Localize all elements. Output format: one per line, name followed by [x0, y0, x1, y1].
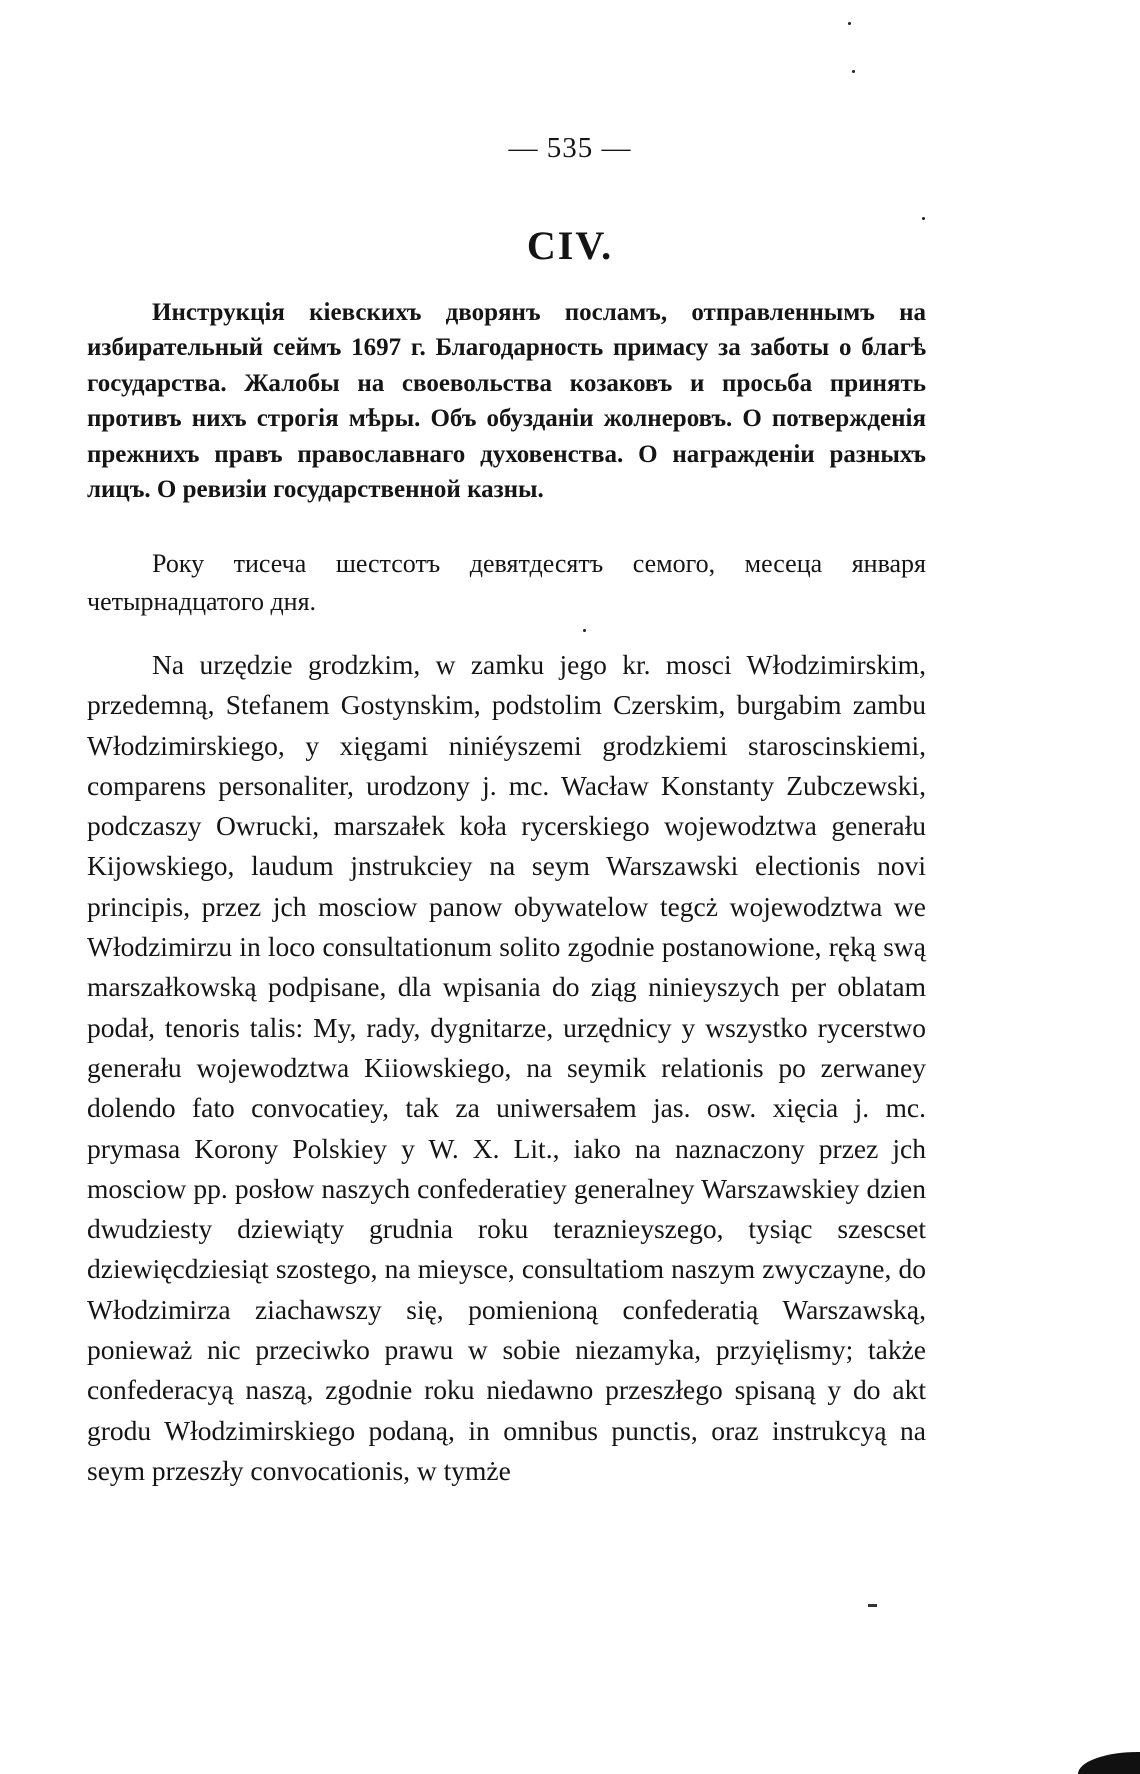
document-summary: Инструкція кіевскихъ дворянъ посламъ, отправленнымъ на избирательный сеймъ 1697 г. Благодарность примасу за заботы о благѣ государства. Жалобы на своевольства козаковъ и просьба принять противъ нихъ строгія мѣры. Объ обузданіи жолнеровъ. О потвержденія прежнихъ правъ православнаго духовенства. О награжденіи разныхъ лицъ. О ревизіи государственной казны. [87, 299, 926, 504]
scan-speck [852, 70, 855, 73]
page-number: — 535 — [508, 132, 632, 164]
scan-speck [848, 22, 851, 25]
scan-speck [583, 629, 586, 632]
scan-corner-shadow [1078, 1752, 1140, 1774]
date-line: Року тисеча шестсотъ девятдесятъ семого, месеца января четырнадцатого дня. [87, 549, 926, 616]
scan-mark [868, 1604, 877, 1607]
body-text: Na urzędzie grodzkim, w zamku jego kr. mosci Włodzimirskim, przedemną, Stefanem Gostynskim, podstolim Czerskim, burgabim zambu Włodzimirskiego, y xięgami niniéyszemi grodzkiemi staroscinskiemi, comparens personaliter, urodzony j. mc. Wacław Konstanty Zubczewski, podczaszy Owrucki, marszałek koła rycerskiego wojewodztwa generału Kijowskiego, laudum jnstrukciey na seym Warszawski electionis novi principis, przez jch mosciow panow obywatelow tegcż wojewodztwa we Włodzimirzu in loco consultationum solito zgodnie postanowione, ręką swą marszałkowską podpisane, dla wpisania do ziąg ninieyszych per oblatam podał, tenoris talis: My, rady, dygnitarze, urzędnicy y wszystko rycerstwo generału wojewodztwa Kiiowskiego, na seymik relationis po zerwaney dolendo fato convocatiey, tak za uniwersałem jas. osw. xięcia j. mc. prymasa Korony Polskiey y W. X. Lit., iako na naznaczony przez jch mosciow pp. posłow naszych confederatiey generalney Warszawskiey dzien dwudziesty dziewiąty grudnia roku teraznieyszego, tysiąc szescset dziewięcdziesiąt szostego, na mieysce, consultatiom naszym zwyczayne, do Włodzimirza ziachawszy się, pomienioną confederatią Warszawską, ponieważ nic przeciwko prawu w sobie niezamyka, przyięlismy; także confederacyą naszą, zgodnie roku niedawno przeszłego spisaną y do akt grodu Włodzimirskiego podaną, in omnibus punctis, oraz instrukcyą na seym przeszły convocationis, w tymże [87, 649, 926, 1486]
scan-speck [922, 217, 925, 220]
section-title: CIV. [526, 223, 614, 268]
